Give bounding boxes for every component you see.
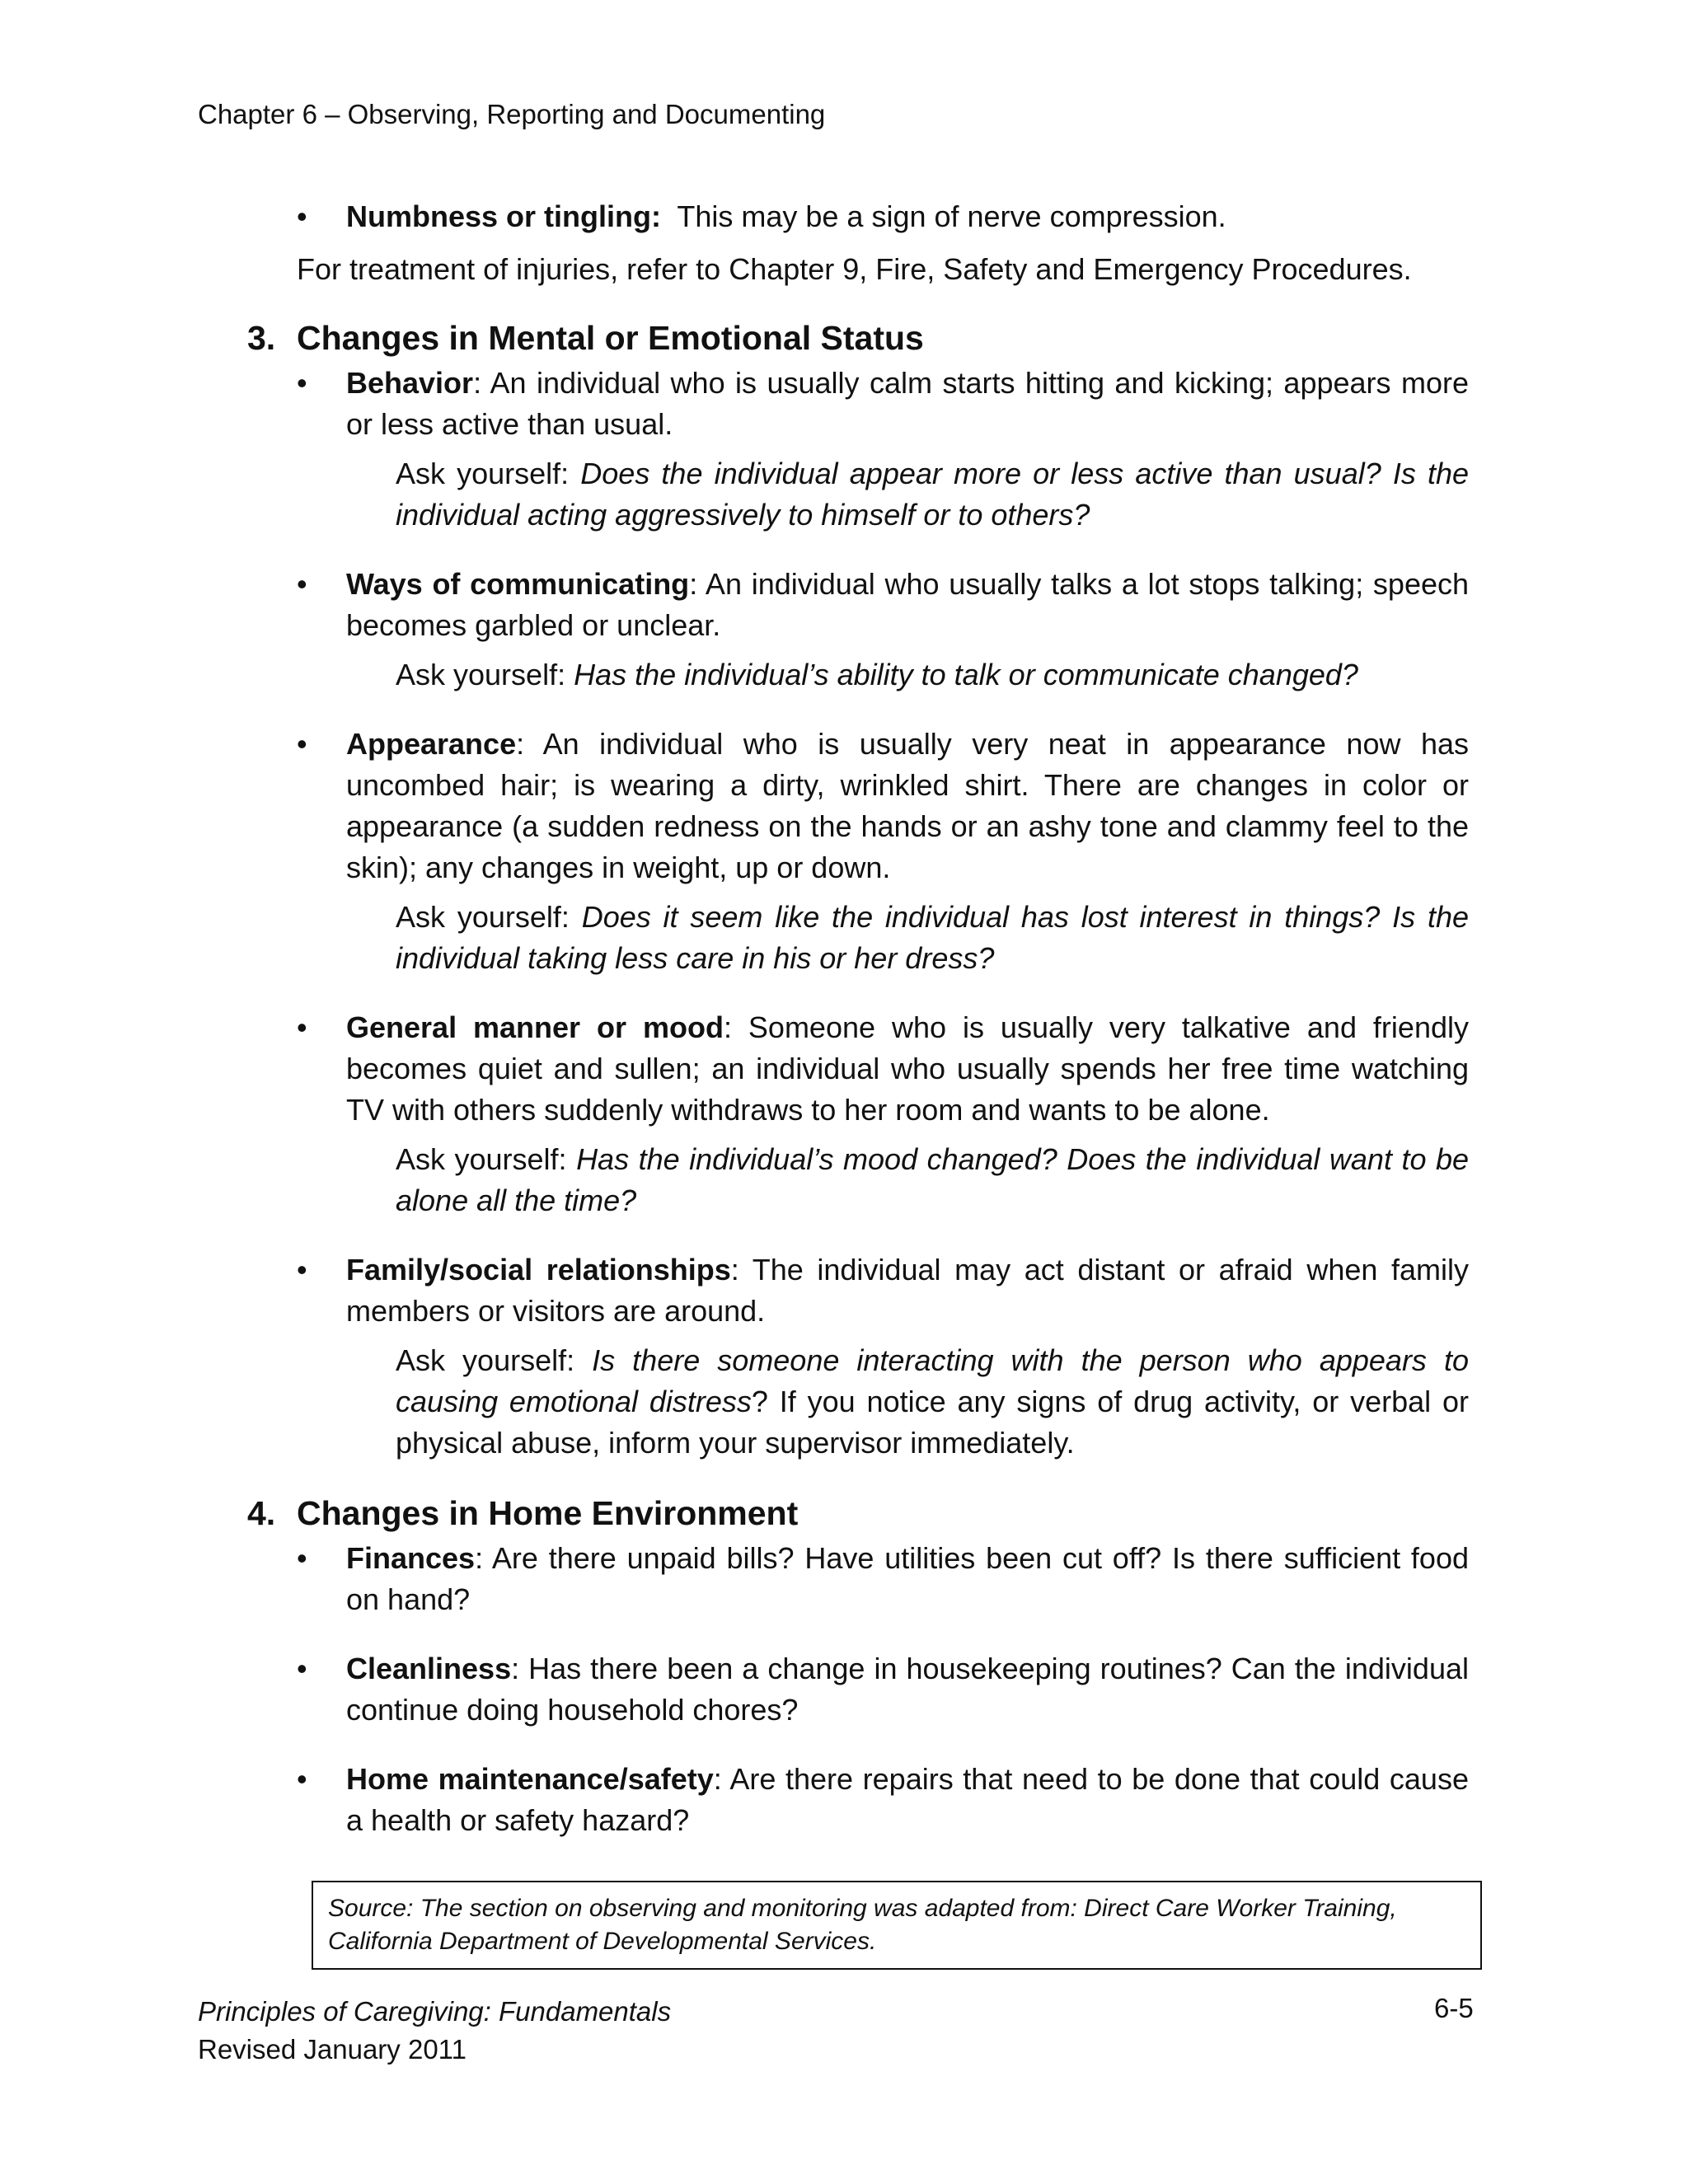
- bullet-term: General manner or mood: [346, 1010, 724, 1044]
- bullet-text: : An individual who is usually calm starts hitting and kicking; appears more or less active than usual.: [346, 366, 1469, 441]
- ask-label: Ask yourself:: [396, 658, 574, 691]
- bullet-term: Finances: [346, 1541, 476, 1575]
- bullet-dot: •: [297, 1652, 307, 1685]
- bullet-term: Home maintenance/safety: [346, 1762, 714, 1796]
- bullet-text: : Has there been a change in housekeeping routines? Can the individual continue doing household chores?: [346, 1652, 1469, 1727]
- page-body: [247, 196, 1469, 1869]
- bullet-family-social: [247, 1249, 1469, 1464]
- bullet-communicating: [247, 564, 1469, 696]
- chapter-header: Chapter 6 – Observing, Reporting and Documenting: [198, 99, 826, 129]
- footer-left: [198, 1993, 671, 2069]
- ask-label: Ask yourself:: [396, 457, 581, 490]
- bullet-text: This may be a sign of nerve compression.: [661, 199, 1226, 233]
- bullet-cleanliness: [247, 1648, 1469, 1731]
- section-title: Changes in Home Environment: [297, 1494, 799, 1532]
- bullet-text: : Someone who is usually very talkative and friendly becomes quiet and sullen; an individual who usually spends her free time watching TV with others suddenly withdraws to her room and wants to be alone.: [346, 1010, 1469, 1127]
- footer-book-title: Principles of Caregiving: Fundamentals: [198, 1996, 672, 2027]
- bullet-manner-mood: [247, 1007, 1469, 1221]
- footer-revised: Revised January 2011: [198, 2034, 467, 2064]
- bullet-term: Family/social relationships: [346, 1253, 731, 1286]
- ask-yourself: [346, 897, 1469, 979]
- section-heading-4: [247, 1492, 1469, 1535]
- section-heading-3: [247, 316, 1469, 359]
- ask-yourself: [346, 1340, 1469, 1464]
- ask-yourself: [346, 453, 1469, 536]
- bullet-text: : The individual may act distant or afraid when family members or visitors are around.: [346, 1253, 1469, 1328]
- bullet-text: : An individual who is usually very neat in appearance now has uncombed hair; is wearing a dirty, wrinkled shirt. There are changes in color or appearance (a sudden redness on the hands or an ashy tone and clammy feel to the skin); any changes in weight, up or down.: [346, 727, 1469, 884]
- bullet-term: Ways of communicating: [346, 567, 690, 601]
- page-number: 6-5: [1434, 1993, 1474, 2023]
- source-box: Source: The section on observing and monitoring was adapted from: Direct Care Worker Training, California Department of Developmental Services.: [312, 1881, 1482, 1970]
- bullet-dot: •: [297, 199, 307, 233]
- ask-yourself: [346, 1139, 1469, 1221]
- bullet-text: : Are there unpaid bills? Have utilities been cut off? Is there sufficient food on hand?: [346, 1541, 1469, 1616]
- bullet-numbness: [247, 196, 1469, 237]
- bullet-finances: [247, 1538, 1469, 1620]
- bullet-dot: •: [297, 1253, 307, 1286]
- section-number: 4.: [247, 1494, 276, 1532]
- bullet-appearance: [247, 724, 1469, 979]
- bullet-term: Behavior: [346, 366, 474, 400]
- ask-question: Has the individual’s ability to talk or communicate changed?: [574, 658, 1358, 691]
- bullet-dot: •: [297, 567, 307, 601]
- bullet-term: Appearance: [346, 727, 517, 761]
- bullet-behavior: [247, 363, 1469, 536]
- bullet-dot: •: [297, 1010, 307, 1044]
- bullet-text: : Are there repairs that need to be done that could cause a health or safety hazard?: [346, 1762, 1469, 1837]
- bullet-text: : An individual who usually talks a lot stops talking; speech becomes garbled or unclear.: [346, 567, 1470, 642]
- ask-yourself: [346, 654, 1469, 696]
- bullet-home-maintenance: [247, 1759, 1469, 1841]
- bullet-dot: •: [297, 727, 307, 761]
- section-number: 3.: [247, 319, 276, 357]
- bullet-dot: •: [297, 1762, 307, 1796]
- ask-question: Does it seem like the individual has lost interest in things? Is the individual taking less care in his or her dress?: [396, 900, 1469, 975]
- ask-tail: ? If you notice any signs of drug activity, or verbal or physical abuse, inform your supervisor immediately.: [396, 1385, 1469, 1460]
- section-title: Changes in Mental or Emotional Status: [297, 319, 924, 357]
- bullet-dot: •: [297, 1541, 307, 1575]
- bullet-term: Cleanliness: [346, 1652, 512, 1685]
- bullet-term: Numbness or tingling:: [346, 199, 661, 233]
- ask-question: Has the individual’s mood changed? Does the individual want to be alone all the time?: [396, 1142, 1470, 1217]
- ask-label: Ask yourself:: [396, 900, 582, 934]
- ask-question: Is there someone interacting with the person who appears to causing emotional distress: [396, 1343, 1469, 1418]
- ask-label: Ask yourself:: [396, 1343, 593, 1377]
- bullet-dot: •: [297, 366, 307, 400]
- ask-label: Ask yourself:: [396, 1142, 577, 1176]
- ask-question: Does the individual appear more or less active than usual? Is the individual acting aggressively to himself or to others?: [396, 457, 1469, 532]
- injury-reference: For treatment of injuries, refer to Chapter 9, Fire, Safety and Emergency Procedures.: [297, 252, 1412, 286]
